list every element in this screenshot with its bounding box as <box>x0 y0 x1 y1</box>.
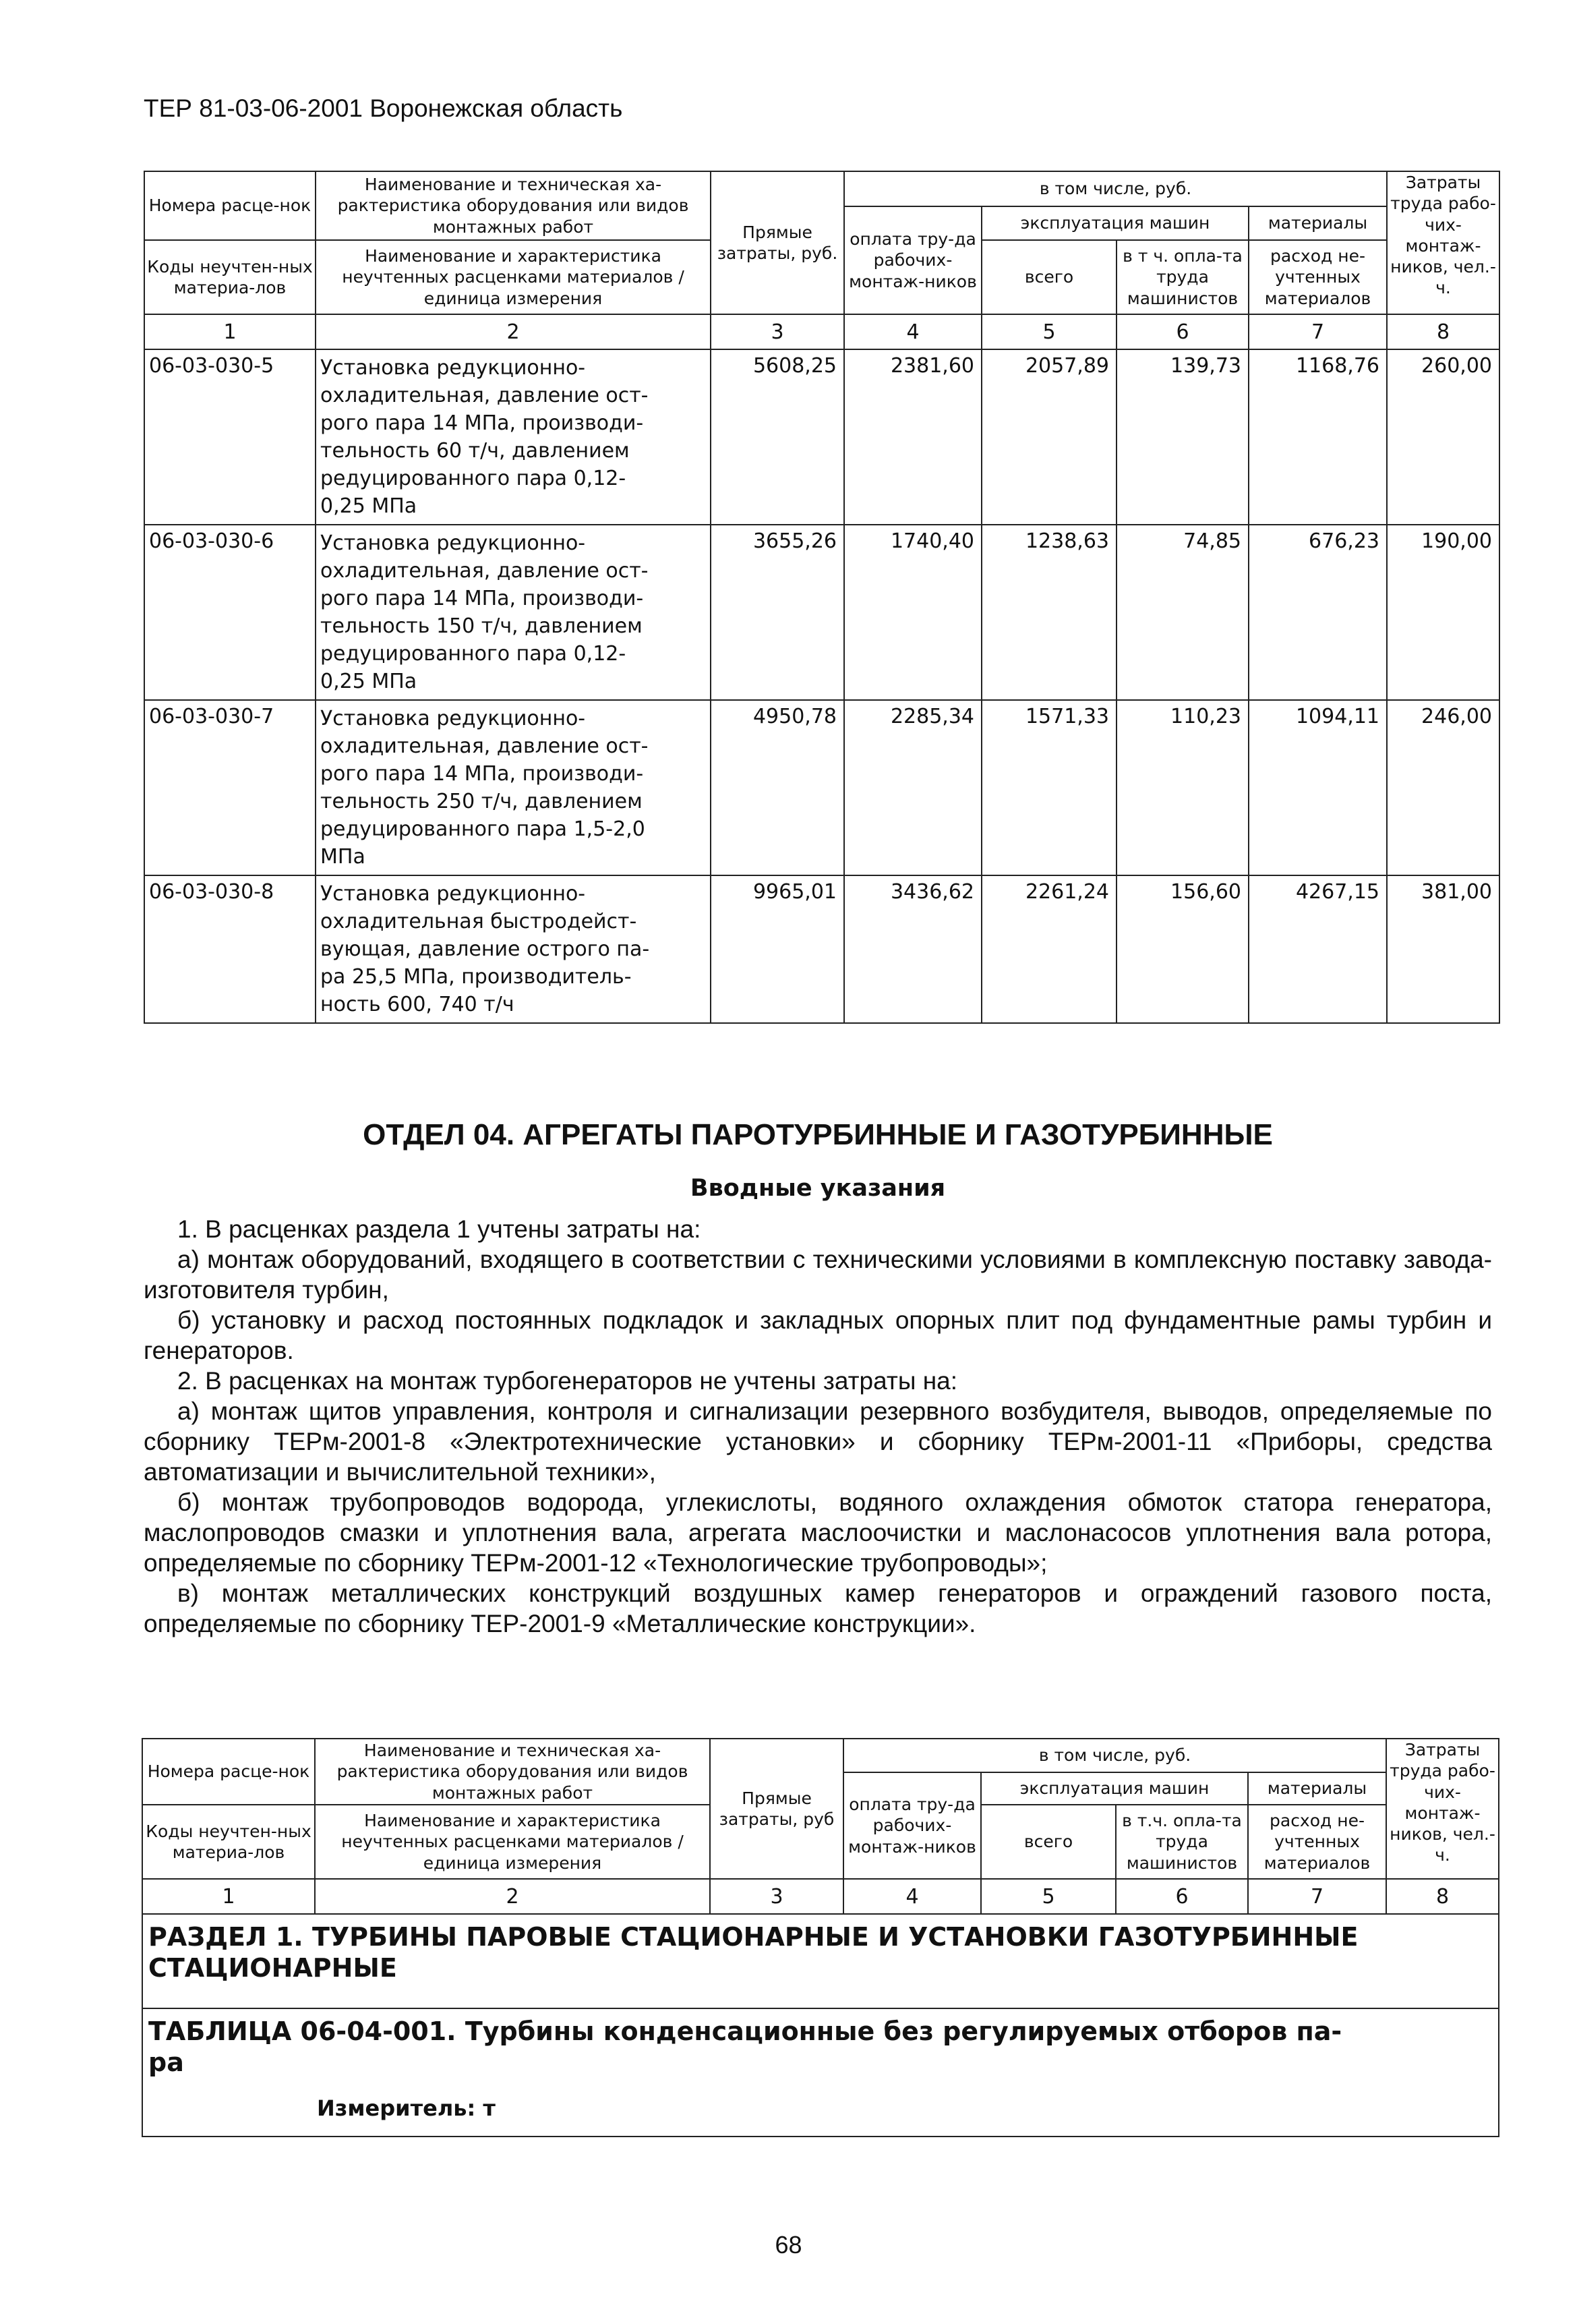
machines-value: 2057,89 <box>982 349 1117 525</box>
intro-paragraph: в) монтаж металлических конструкций воздушных камер генераторов и ограждений газового поста, определяемые по сборнику ТЕР-2001-9 «Металлические конструкции». <box>144 1579 1492 1637</box>
col-number: 7 <box>1249 314 1387 349</box>
intro-paragraph: б) монтаж трубопроводов водорода, углекислоты, водяного охлаждения обмоток статора генератора, маслопроводов смазки и уплотнения вала, агрегата маслоочистки и маслонасосов уплотнения вала ротора, определяемые по сборнику ТЕРм-2001-12 «Технологические трубопроводы»; <box>144 1488 1492 1577</box>
description-line: редуцированного пара 0,12- <box>320 467 626 490</box>
labor-hours-value: 381,00 <box>1387 875 1499 1023</box>
description-line: 0,25 МПа <box>320 494 417 518</box>
materials-header: материалы <box>1249 206 1387 240</box>
direct-costs-header: Прямые затраты, руб <box>710 1739 843 1879</box>
direct-costs-header: Прямые затраты, руб. <box>711 171 844 314</box>
machinist-pay-value: 110,23 <box>1117 700 1249 875</box>
rate-code: 06-03-030-6 <box>144 525 316 700</box>
rates-table-1 <box>144 171 1500 1024</box>
intro-paragraph: б) установку и расход постоянных подкладок и закладных опорных плит под фундаментные рамы турбин и генераторов. <box>144 1306 1492 1364</box>
description-line: ра 25,5 МПа, производитель- <box>320 965 632 989</box>
description-line: тельность 250 т/ч, давлением <box>320 790 643 813</box>
description-line: рого пара 14 МПа, производи- <box>320 587 644 610</box>
labor-pay-value: 1740,40 <box>844 525 982 700</box>
description-line: вующая, давление острого па- <box>320 937 650 961</box>
description-line: редуцированного пара 0,12- <box>320 642 626 666</box>
table-heading <box>142 2008 1499 2137</box>
description-line: тельность 60 т/ч, давлением <box>320 439 630 463</box>
intro-paragraph: а) монтаж щитов управления, контроля и сигнализации резервного возбудителя, выводов, определяемые по сборнику ТЕРм-2001-8 «Электротехнические установки» и сборнику ТЕРм-2001-11 «Приборы, средства автоматизации и вычислительной техники», <box>144 1397 1492 1486</box>
including-header: в том числе, руб. <box>843 1739 1386 1772</box>
rate-number-header: Номера расце-нок <box>144 171 316 240</box>
materials-value: 4267,15 <box>1249 875 1387 1023</box>
machines-total-header: всего <box>981 1805 1116 1879</box>
labor-pay-header: оплата тру-да рабочих-монтаж-ников <box>843 1772 981 1879</box>
materials-usage-header: расход не-учтенных материалов <box>1248 1805 1386 1879</box>
description-line: охладительная, давление ост- <box>320 559 649 583</box>
work-name-header: Наименование и техническая ха-рактеристика оборудования или видов монтажных работ <box>316 171 711 240</box>
rates-table-2 <box>142 1738 1499 2137</box>
col-number: 2 <box>315 1879 710 1914</box>
description-line: Установка редукционно- <box>320 707 586 730</box>
machinist-pay-header: в т.ч. опла-та труда машинистов <box>1116 1805 1248 1879</box>
razdel-heading <box>142 1914 1499 2008</box>
description-line: 0,25 МПа <box>320 670 417 693</box>
labor-pay-value: 2285,34 <box>844 700 982 875</box>
description-line: рого пара 14 МПа, производи- <box>320 762 644 786</box>
rate-number-header: Номера расце-нок <box>142 1739 315 1805</box>
description-line: охладительная быстродейст- <box>320 910 637 933</box>
description-line: охладительная, давление ост- <box>320 734 649 758</box>
col-number: 6 <box>1117 314 1249 349</box>
description-line: рого пара 14 МПа, производи- <box>320 411 644 435</box>
table-row <box>144 875 1499 1023</box>
intro-paragraph: 2. В расценках на монтаж турбогенераторов не учтены затраты на: <box>177 1367 957 1395</box>
table-heading-line: ра <box>148 2047 184 2077</box>
description-line: Установка редукционно- <box>320 882 586 906</box>
col-number: 4 <box>843 1879 981 1914</box>
machines-value: 1571,33 <box>982 700 1117 875</box>
col-number: 1 <box>142 1879 315 1914</box>
rate-description <box>316 525 711 700</box>
machinist-pay-header: в т ч. опла-та труда машинистов <box>1117 240 1249 314</box>
work-name-header: Наименование и техническая ха-рактеристика оборудования или видов монтажных работ <box>315 1739 710 1805</box>
description-line: МПа <box>320 845 365 869</box>
labor-costs-header: Затраты труда рабо-чих-монтаж-ников, чел.-ч. <box>1386 1739 1499 1879</box>
rate-description <box>316 349 711 525</box>
col-number: 8 <box>1386 1879 1499 1914</box>
col-number: 4 <box>844 314 982 349</box>
materials-value: 1094,11 <box>1249 700 1387 875</box>
direct-costs-value: 3655,26 <box>711 525 844 700</box>
machines-header: эксплуатация машин <box>982 206 1249 240</box>
labor-costs-header: Затраты труда рабо-чих-монтаж-ников, чел.-ч. <box>1387 171 1499 314</box>
col-number: 5 <box>982 314 1117 349</box>
labor-hours-value: 246,00 <box>1387 700 1499 875</box>
material-name-header: Наименование и характеристика неучтенных расценками материалов / единица измерения <box>315 1805 710 1879</box>
col-number: 1 <box>144 314 316 349</box>
description-line: редуцированного пара 1,5-2,0 <box>320 817 645 841</box>
page-number: 68 <box>775 2231 802 2259</box>
machinist-pay-value: 139,73 <box>1117 349 1249 525</box>
machines-value: 1238,63 <box>982 525 1117 700</box>
labor-hours-value: 260,00 <box>1387 349 1499 525</box>
table-heading-line: ТАБЛИЦА 06-04-001. Турбины конденсационные без регулируемых отборов па- <box>148 2016 1342 2046</box>
machines-total-header: всего <box>982 240 1117 314</box>
material-name-header: Наименование и характеристика неучтенных расценками материалов / единица измерения <box>316 240 711 314</box>
razdel-line: СТАЦИОНАРНЫЕ <box>148 1953 397 1983</box>
document-header: ТЕР 81-03-06-2001 Воронежская область <box>144 94 623 122</box>
razdel-line: РАЗДЕЛ 1. ТУРБИНЫ ПАРОВЫЕ СТАЦИОНАРНЫЕ И УСТАНОВКИ ГАЗОТУРБИННЫЕ <box>148 1922 1359 1952</box>
description-line: охладительная, давление ост- <box>320 384 649 407</box>
col-number: 2 <box>316 314 711 349</box>
labor-pay-value: 2381,60 <box>844 349 982 525</box>
material-codes-header: Коды неучтен-ных материа-лов <box>142 1805 315 1879</box>
rate-code: 06-03-030-8 <box>144 875 316 1023</box>
col-number: 6 <box>1116 1879 1248 1914</box>
intro-paragraph: а) монтаж оборудований, входящего в соответствии с техническими условиями в комплексную поставку завода-изготовителя турбин, <box>144 1246 1492 1304</box>
table-row <box>144 700 1499 875</box>
machines-value: 2261,24 <box>982 875 1117 1023</box>
intro-title: Вводные указания <box>690 1175 946 1202</box>
intro-paragraph: 1. В расценках раздела 1 учтены затраты на: <box>177 1215 701 1243</box>
material-codes-header: Коды неучтен-ных материа-лов <box>144 240 316 314</box>
machinist-pay-value: 156,60 <box>1117 875 1249 1023</box>
col-number: 3 <box>710 1879 843 1914</box>
col-number: 7 <box>1248 1879 1386 1914</box>
materials-value: 676,23 <box>1249 525 1387 700</box>
materials-usage-header: расход не-учтенных материалов <box>1249 240 1387 314</box>
materials-value: 1168,76 <box>1249 349 1387 525</box>
col-number: 3 <box>711 314 844 349</box>
rate-code: 06-03-030-7 <box>144 700 316 875</box>
col-number: 5 <box>981 1879 1116 1914</box>
labor-hours-value: 190,00 <box>1387 525 1499 700</box>
rate-description <box>316 700 711 875</box>
labor-pay-value: 3436,62 <box>844 875 982 1023</box>
description-line: тельность 150 т/ч, давлением <box>320 614 643 638</box>
description-line: ность 600, 740 т/ч <box>320 993 514 1016</box>
table-row <box>144 525 1499 700</box>
intro-text <box>144 1214 1492 1639</box>
direct-costs-value: 9965,01 <box>711 875 844 1023</box>
direct-costs-value: 5608,25 <box>711 349 844 525</box>
machines-header: эксплуатация машин <box>981 1772 1248 1805</box>
labor-pay-header: оплата тру-да рабочих-монтаж-ников <box>844 206 982 314</box>
direct-costs-value: 4950,78 <box>711 700 844 875</box>
materials-header: материалы <box>1248 1772 1386 1805</box>
description-line: Установка редукционно- <box>320 356 586 380</box>
col-number: 8 <box>1387 314 1499 349</box>
table-row <box>144 349 1499 525</box>
machinist-pay-value: 74,85 <box>1117 525 1249 700</box>
section-title: ОТДЕЛ 04. АГРЕГАТЫ ПАРОТУРБИННЫЕ И ГАЗОТУРБИННЫЕ <box>363 1118 1273 1151</box>
including-header: в том числе, руб. <box>844 171 1387 206</box>
rate-code: 06-03-030-5 <box>144 349 316 525</box>
meter-unit: Измеритель: т <box>317 2095 496 2121</box>
description-line: Установка редукционно- <box>320 531 586 555</box>
rate-description <box>316 875 711 1023</box>
